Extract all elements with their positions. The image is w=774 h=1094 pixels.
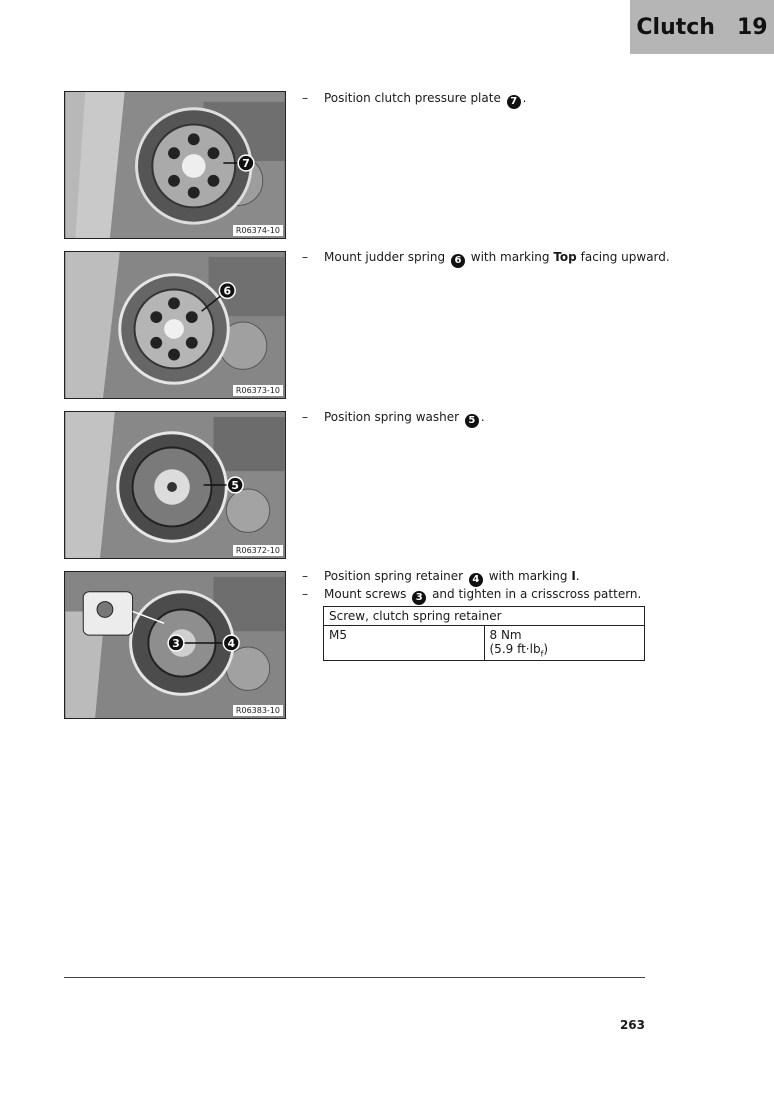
callout-badge: 3 (412, 591, 426, 605)
page-number: 263 (619, 1018, 645, 1032)
callout-4: 4 (227, 636, 236, 650)
callout-6: 6 (223, 284, 232, 298)
figure-code: R06383-10 (233, 705, 283, 716)
figure-code: R06374-10 (233, 225, 283, 236)
spec-value-cell (484, 626, 645, 661)
marking-label: I (571, 569, 576, 583)
spec-size: M5 (324, 626, 485, 661)
callout-badge: 5 (465, 414, 479, 428)
engine-photo-illustration (65, 572, 285, 718)
callout-badge: 7 (507, 95, 521, 109)
spec-value: 8 Nm (489, 628, 522, 642)
figure-pressure-plate (64, 91, 286, 239)
figure-code: R06372-10 (233, 545, 283, 556)
figure-code: R06373-10 (233, 385, 283, 396)
callout-5: 5 (231, 478, 239, 492)
callout-badge: 6 (451, 254, 465, 268)
step-position-spring-washer: – Position spring washer 5 . (302, 410, 485, 426)
engine-photo-illustration (65, 252, 285, 398)
figure-spring-washer (64, 411, 286, 559)
step-position-spring-retainer: – Position spring retainer 4 with marking I. (302, 569, 580, 585)
chapter-header-tab (630, 0, 774, 54)
spec-table-header: Screw, clutch spring retainer (324, 607, 645, 626)
table-row (324, 626, 645, 661)
spec-imperial: (5.9 $ft\cdot lb_f$) (489, 642, 549, 659)
footer-divider (64, 977, 645, 978)
callout-badge: 4 (469, 573, 483, 587)
torque-spec-table (323, 606, 645, 661)
chapter-number: 19 (736, 14, 768, 40)
callout-3: 3 (172, 636, 180, 650)
marking-label: Top (553, 250, 577, 264)
figure-judder-spring (64, 251, 286, 399)
engine-photo-illustration (65, 412, 285, 558)
callout-7: 7 (242, 156, 250, 170)
figure-spring-retainer (64, 571, 286, 719)
step-mount-judder-spring: – Mount judder spring 6 with marking Top facing upward. (302, 250, 670, 266)
step-mount-screws: – Mount screws 3 and tighten in a crisscross pattern. (302, 587, 642, 603)
engine-photo-illustration (65, 92, 285, 238)
step-position-pressure-plate: – Position clutch pressure plate 7 . (302, 91, 527, 107)
chapter-title: Clutch (636, 14, 715, 40)
